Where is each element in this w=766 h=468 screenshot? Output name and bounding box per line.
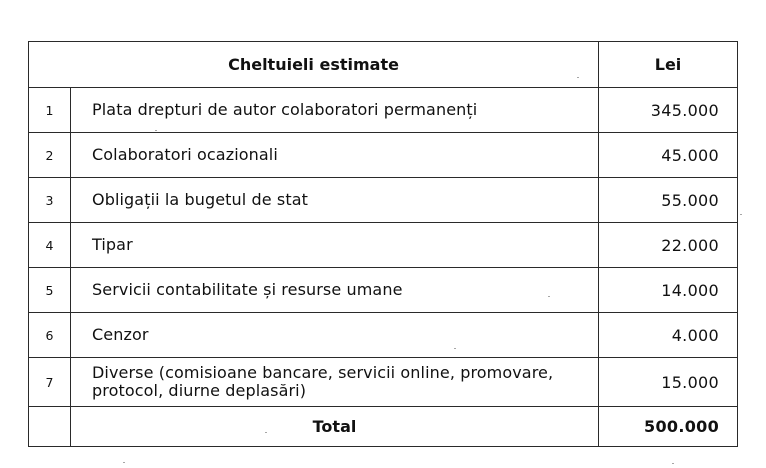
total-label: Total: [71, 407, 599, 447]
scan-speck: [672, 463, 674, 464]
row-number: 2: [29, 133, 71, 178]
row-number: 1: [29, 88, 71, 133]
table-row: [29, 223, 738, 268]
table-header-row: [29, 42, 738, 88]
row-number: 5: [29, 268, 71, 313]
table-total-row: [29, 407, 738, 447]
scan-speck: [548, 296, 550, 297]
row-number: 4: [29, 223, 71, 268]
table-row: [29, 133, 738, 178]
row-value: 15.000: [599, 358, 738, 407]
row-number: 6: [29, 313, 71, 358]
scan-speck: [123, 462, 125, 463]
budget-table: [28, 41, 738, 447]
table-row: [29, 88, 738, 133]
row-description: Obligații la bugetul de stat: [71, 178, 599, 223]
row-value: 345.000: [599, 88, 738, 133]
row-description: Diverse (comisioane bancare, servicii online, promovare, protocol, diurne deplasări): [71, 358, 599, 407]
scan-speck: [454, 348, 456, 349]
table-row: [29, 178, 738, 223]
scan-speck: [265, 432, 267, 433]
row-value: 4.000: [599, 313, 738, 358]
header-value: Lei: [599, 42, 738, 88]
header-description: Cheltuieli estimate: [29, 42, 599, 88]
scan-speck: [577, 77, 579, 78]
scan-speck: [155, 130, 157, 131]
row-value: 14.000: [599, 268, 738, 313]
row-number: 3: [29, 178, 71, 223]
scan-speck: [740, 214, 742, 215]
row-description: Colaboratori ocazionali: [71, 133, 599, 178]
row-number: 7: [29, 358, 71, 407]
row-value: 45.000: [599, 133, 738, 178]
total-value: 500.000: [599, 407, 738, 447]
row-description: Servicii contabilitate și resurse umane: [71, 268, 599, 313]
row-description: Cenzor: [71, 313, 599, 358]
table-row: [29, 358, 738, 407]
table-row: [29, 313, 738, 358]
row-description: Tipar: [71, 223, 599, 268]
table-row: [29, 268, 738, 313]
row-value: 55.000: [599, 178, 738, 223]
row-value: 22.000: [599, 223, 738, 268]
total-empty-cell: [29, 407, 71, 447]
row-description: Plata drepturi de autor colaboratori permanenți: [71, 88, 599, 133]
